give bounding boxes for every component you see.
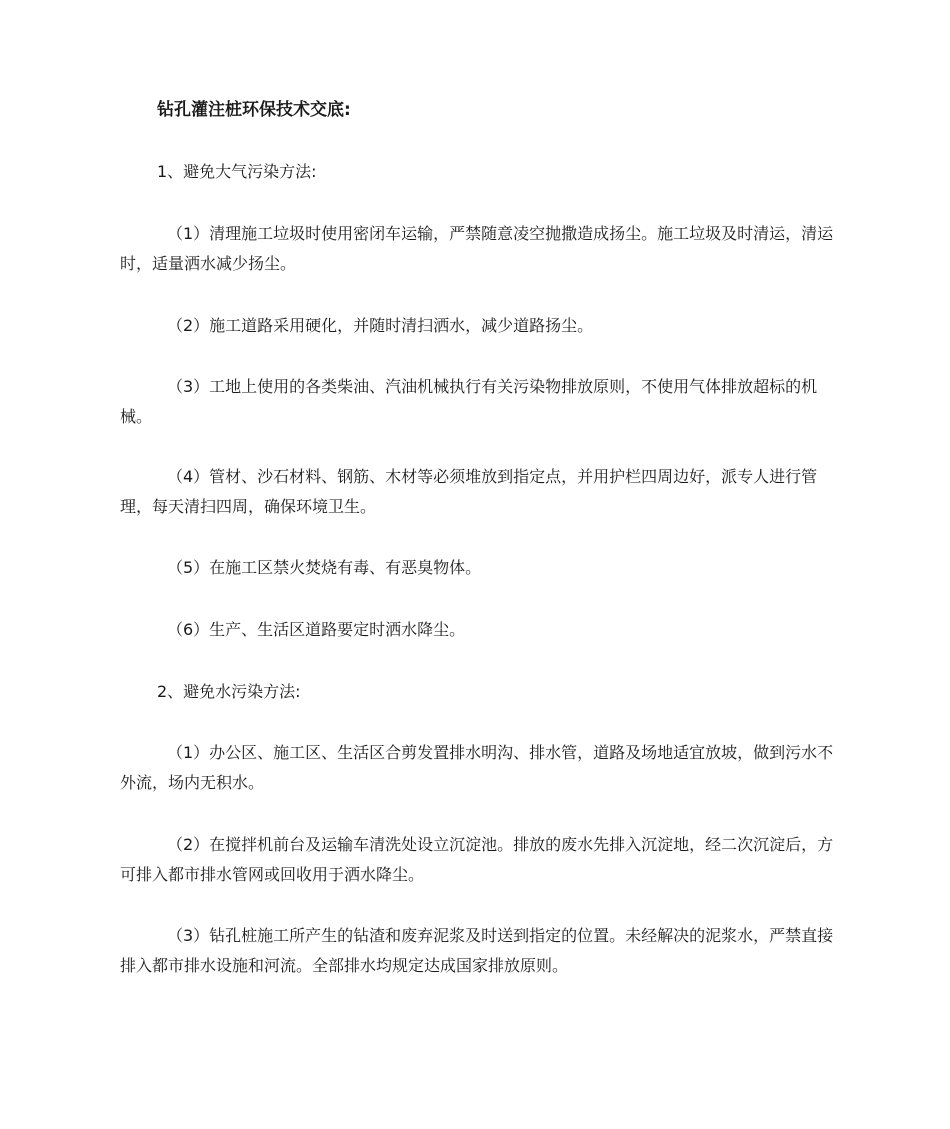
air-item-3: （3）工地上使用的各类柴油、汽油机械执行有关污染物排放原则，不使用气体排放超标的机械。 — [120, 377, 818, 426]
document-title: 钻孔灌注桩环保技术交底: — [157, 100, 351, 120]
air-item-4: （4）管材、沙石材料、钢筋、木材等必须堆放到指定点，并用护栏四周边好，派专人进行管理，每天清扫四周，确保环境卫生。 — [120, 467, 818, 516]
section-heading-air: 1、避免大气污染方法: — [157, 162, 317, 181]
water-item-1: （1）办公区、施工区、生活区合剪发置排水明沟、排水管，道路及场地适宜放坡，做到污水不外流，场内无积水。 — [120, 743, 834, 792]
air-item-6: （6）生产、生活区道路要定时洒水降尘。 — [167, 620, 466, 639]
water-item-3: （3）钻孔桩施工所产生的钻渣和废弃泥浆及时送到指定的位置。未经解决的泥浆水，严禁直接排入都市排水设施和河流。全部排水均规定达成国家排放原则。 — [120, 926, 834, 975]
air-item-2: （2）施工道路采用硬化，并随时清扫洒水，减少道路扬尘。 — [167, 316, 594, 335]
section-heading-water: 2、避免水污染方法: — [157, 682, 301, 701]
water-item-2: （2）在搅拌机前台及运输车清洗处设立沉淀池。排放的废水先排入沉淀地，经二次沉淀后，方可排入都市排水管网或回收用于洒水降尘。 — [120, 835, 834, 884]
air-item-1: （1）清理施工垃圾时使用密闭车运输，严禁随意凌空抛撒造成扬尘。施工垃圾及时清运，清运时，适量洒水减少扬尘。 — [120, 224, 834, 273]
air-item-5: （5）在施工区禁火焚烧有毒、有恶臭物体。 — [167, 558, 482, 577]
